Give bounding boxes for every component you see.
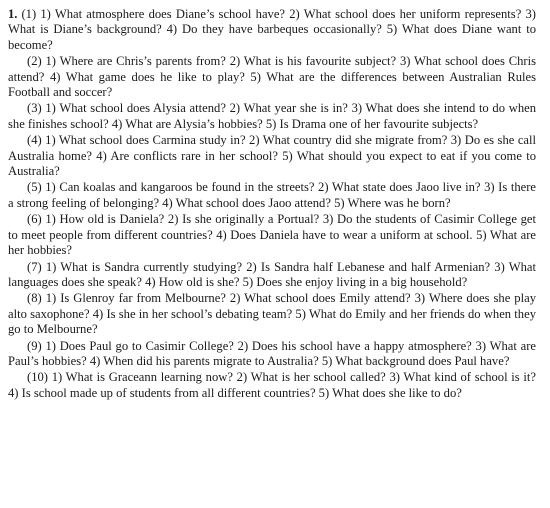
question-group-2: (2) 1) Where are Chris’s parents from? 2) What is his favourite subject? 3) What school does Chris attend? 4) What game does he like to play? 5) What are the differences between Australian Rules Football and soccer?	[8, 54, 536, 100]
question-group-4: (4) 1) What school does Carmina study in? 2) What country did she migrate from? 3) Do es she call Australia home? 4) Are conflicts rare in her school? 5) What should you expect to eat if you come to Australia?	[8, 133, 536, 179]
question-group-3: (3) 1) What school does Alysia attend? 2) What year she is in? 3) What does she intend to do when she finishes school? 4) What are Alysia’s hobbies? 5) Is Drama one of her favourite subjects?	[8, 101, 536, 131]
question-group-5: (5) 1) Can koalas and kangaroos be found in the streets? 2) What state does Jaoo live in? 3) Is there a strong feeling of belonging? 4) What school does Jaoo attend? 5) Where was he born?	[8, 180, 536, 210]
question-group-9: (9) 1) Does Paul go to Casimir College? 2) Does his school have a happy atmosphere? 3) What are Paul’s hobbies? 4) When did his parents migrate to Australia? 5) What background does Paul have?	[8, 338, 536, 368]
exercise-text	[8, 7, 536, 402]
question-group-8: (8) 1) Is Glenroy far from Melbourne? 2) What school does Emily attend? 3) Where does she play alto saxophone? 4) Is she in her school’s debating team? 5) What do Emily and her friends do when they go to Melbourne?	[8, 291, 536, 337]
question-text: (1) 1) What atmosphere does Diane’s school have? 2) What school does her uniform represents? 3) What is Diane’s background? 4) Do they have barbeques occasionally? 5) What does Diane want to become?	[8, 7, 536, 52]
question-group-6: (6) 1) How old is Daniela? 2) Is she originally a Portual? 3) Do the students of Casimir College get to meet people from different countries? 4) Does Daniela have to wear a uniform at school. 5) What are her hobbies?	[8, 212, 536, 258]
question-group-10: (10) 1) What is Graceann learning now? 2) What is her school called? 3) What kind of school is it? 4) Is school made up of students from all different countries? 5) What does she like to do?	[8, 370, 536, 400]
exercise-number: 1.	[8, 7, 18, 21]
question-group-1	[8, 7, 536, 53]
question-group-7: (7) 1) What is Sandra currently studying? 2) Is Sandra half Lebanese and half Armenian? 3) What languages does she speak? 4) How old is she? 5) Does she enjoy living in a big household?	[8, 259, 536, 289]
